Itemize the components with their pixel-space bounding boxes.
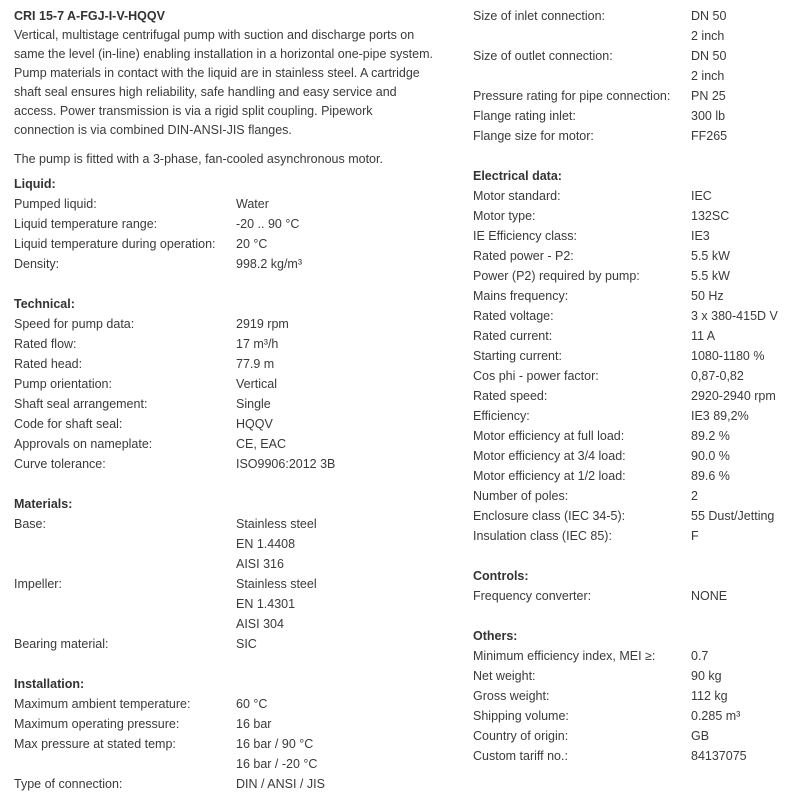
- spec-label: Impeller:: [14, 577, 62, 591]
- spec-value: 77.9 m: [236, 357, 275, 371]
- spec-row: [473, 486, 803, 506]
- spec-row: [14, 414, 454, 434]
- spec-label: Bearing material:: [14, 637, 109, 651]
- spec-label: Maximum ambient temperature:: [14, 697, 191, 711]
- section-electrical: [473, 166, 803, 546]
- spec-row: [473, 466, 803, 486]
- spec-value: 16 bar / -20 °C: [236, 757, 318, 771]
- spec-row: [473, 226, 803, 246]
- spec-label: Shaft seal arrangement:: [14, 397, 148, 411]
- spec-row: [473, 246, 803, 266]
- spec-row: [473, 66, 803, 86]
- spec-value: 90.0 %: [691, 449, 730, 463]
- spec-row: [14, 614, 454, 634]
- product-title: CRI 15-7 A-FGJ-I-V-HQQV: [14, 9, 165, 23]
- spec-label: Liquid temperature range:: [14, 217, 158, 231]
- spec-row: [14, 694, 454, 714]
- spec-label: Base:: [14, 517, 46, 531]
- spec-row: [473, 126, 803, 146]
- spec-value: EN 1.4301: [236, 597, 296, 611]
- spec-label: Frequency converter:: [473, 589, 592, 603]
- spec-row: [14, 374, 454, 394]
- spec-value: DIN / ANSI / JIS: [236, 777, 325, 791]
- spec-value: 1080-1180 %: [691, 349, 765, 363]
- spec-value: F: [691, 529, 699, 543]
- spec-value: 3 x 380-415D V: [691, 309, 778, 323]
- section-materials: [14, 494, 454, 654]
- spec-value: FF265: [691, 129, 728, 143]
- section-connections: [473, 6, 803, 146]
- spec-row: [473, 206, 803, 226]
- spec-label: Rated head:: [14, 357, 83, 371]
- spec-value: NONE: [691, 589, 728, 603]
- spec-label: Starting current:: [473, 349, 562, 363]
- section-heading: Controls:: [473, 569, 529, 583]
- spec-row: [473, 446, 803, 466]
- spec-value: 11 A: [691, 329, 716, 343]
- spec-value: 112 kg: [691, 689, 728, 703]
- spec-value: Vertical: [236, 377, 277, 391]
- spec-label: Motor efficiency at 1/2 load:: [473, 469, 626, 483]
- spec-row: [473, 326, 803, 346]
- spec-row: [14, 314, 454, 334]
- spec-row: [473, 726, 803, 746]
- section-heading: Materials:: [14, 497, 73, 511]
- spec-label: Motor standard:: [473, 189, 561, 203]
- spec-row: [14, 334, 454, 354]
- spec-label: Power (P2) required by pump:: [473, 269, 640, 283]
- spec-label: Max pressure at stated temp:: [14, 737, 176, 751]
- spec-label: Rated voltage:: [473, 309, 554, 323]
- section-technical: [14, 294, 454, 474]
- spec-row: [473, 286, 803, 306]
- spec-label: IE Efficiency class:: [473, 229, 577, 243]
- spec-row: [14, 214, 454, 234]
- spec-row: [14, 554, 454, 574]
- section-liquid: [14, 174, 454, 274]
- spec-label: Pump orientation:: [14, 377, 112, 391]
- spec-value: DN 50: [691, 9, 727, 23]
- spec-value: DN 50: [691, 49, 727, 63]
- spec-row: [473, 526, 803, 546]
- spec-value: PN 25: [691, 89, 726, 103]
- spec-row: [473, 506, 803, 526]
- motor-note: The pump is fitted with a 3-phase, fan-cooled asynchronous motor.: [14, 152, 383, 166]
- spec-row: [473, 6, 803, 26]
- spec-row: [473, 306, 803, 326]
- spec-row: [14, 254, 454, 274]
- section-heading: Installation:: [14, 677, 85, 691]
- spec-value: Single: [236, 397, 271, 411]
- left-column: [14, 6, 454, 794]
- section-heading: Electrical data:: [473, 169, 562, 183]
- spec-row: [14, 194, 454, 214]
- spec-value: 0,87-0,82: [691, 369, 744, 383]
- spec-row: [14, 634, 454, 654]
- spec-row: [473, 426, 803, 446]
- spec-value: EN 1.4408: [236, 537, 296, 551]
- section-heading: Technical:: [14, 297, 75, 311]
- spec-value: 84137075: [691, 749, 747, 763]
- spec-row: [473, 46, 803, 66]
- spec-row: [14, 514, 454, 534]
- spec-label: Speed for pump data:: [14, 317, 135, 331]
- spec-row: [14, 534, 454, 554]
- spec-value: 16 bar: [236, 717, 272, 731]
- spec-row: [473, 26, 803, 46]
- section-heading: Others:: [473, 629, 518, 643]
- spec-label: Size of inlet connection:: [473, 9, 606, 23]
- spec-value: ISO9906:2012 3B: [236, 457, 336, 471]
- spec-value: Stainless steel: [236, 517, 317, 531]
- spec-label: Maximum operating pressure:: [14, 717, 180, 731]
- spec-value: IE3 89,2%: [691, 409, 749, 423]
- spec-label: Approvals on nameplate:: [14, 437, 153, 451]
- spec-label: Insulation class (IEC 85):: [473, 529, 612, 543]
- spec-row: [473, 746, 803, 766]
- spec-row: [473, 266, 803, 286]
- spec-row: [14, 454, 454, 474]
- spec-label: Minimum efficiency index, MEI ≥:: [473, 649, 656, 663]
- spec-label: Custom tariff no.:: [473, 749, 568, 763]
- description-line: shaft seal ensures high reliability, safe handling and easy service and: [14, 85, 397, 99]
- spec-row: [14, 354, 454, 374]
- spec-value: Stainless steel: [236, 577, 317, 591]
- spec-value: 5.5 kW: [691, 249, 730, 263]
- spec-value: 2 inch: [691, 69, 725, 83]
- spec-value: 5.5 kW: [691, 269, 730, 283]
- spec-value: 55 Dust/Jetting: [691, 509, 775, 523]
- spec-label: Size of outlet connection:: [473, 49, 613, 63]
- spec-label: Curve tolerance:: [14, 457, 106, 471]
- spec-value: 90 kg: [691, 669, 722, 683]
- spec-value: -20 .. 90 °C: [236, 217, 300, 231]
- product-description: [14, 26, 454, 140]
- spec-value: SIC: [236, 637, 257, 651]
- spec-value: HQQV: [236, 417, 273, 431]
- spec-value: 20 °C: [236, 237, 268, 251]
- spec-value: 0.285 m³: [691, 709, 741, 723]
- spec-row: [473, 666, 803, 686]
- spec-value: 2919 rpm: [236, 317, 289, 331]
- spec-label: Net weight:: [473, 669, 536, 683]
- spec-value: Water: [236, 197, 269, 211]
- description-line: access. Power transmission is via a rigid split coupling. Pipework: [14, 104, 373, 118]
- description-line: Pump materials in contact with the liquid are in stainless steel. A cartridge: [14, 66, 420, 80]
- spec-row: [473, 586, 803, 606]
- spec-label: Motor type:: [473, 209, 536, 223]
- spec-label: Type of connection:: [14, 777, 123, 791]
- spec-row: [473, 346, 803, 366]
- description-line: same the level (in-line) enabling installation in a horizontal one-pipe system.: [14, 47, 433, 61]
- spec-label: Shipping volume:: [473, 709, 569, 723]
- spec-value: 998.2 kg/m³: [236, 257, 303, 271]
- spec-value: IE3: [691, 229, 710, 243]
- spec-value: 300 lb: [691, 109, 726, 123]
- spec-row: [14, 234, 454, 254]
- spec-value: 50 Hz: [691, 289, 724, 303]
- spec-label: Mains frequency:: [473, 289, 569, 303]
- spec-label: Country of origin:: [473, 729, 569, 743]
- spec-value: 2 inch: [691, 29, 725, 43]
- spec-row: [14, 774, 454, 794]
- spec-label: Flange rating inlet:: [473, 109, 576, 123]
- spec-value: 16 bar / 90 °C: [236, 737, 314, 751]
- spec-row: [14, 574, 454, 594]
- spec-label: Density:: [14, 257, 60, 271]
- spec-row: [473, 366, 803, 386]
- spec-row: [473, 646, 803, 666]
- spec-label: Efficiency:: [473, 409, 530, 423]
- spec-label: Gross weight:: [473, 689, 550, 703]
- spec-label: Motor efficiency at full load:: [473, 429, 625, 443]
- spec-label: Pressure rating for pipe connection:: [473, 89, 671, 103]
- spec-label: Rated flow:: [14, 337, 77, 351]
- spec-row: [473, 686, 803, 706]
- spec-row: [14, 734, 454, 754]
- description-line: connection is via combined DIN-ANSI-JIS flanges.: [14, 123, 292, 137]
- spec-row: [473, 186, 803, 206]
- section-installation: [14, 674, 454, 794]
- description-line: Vertical, multistage centrifugal pump with suction and discharge ports on: [14, 28, 415, 42]
- spec-label: Cos phi - power factor:: [473, 369, 599, 383]
- spec-value: 132SC: [691, 209, 730, 223]
- spec-label: Motor efficiency at 3/4 load:: [473, 449, 626, 463]
- right-column: [473, 6, 803, 766]
- spec-label: Code for shaft seal:: [14, 417, 123, 431]
- spec-row: [14, 594, 454, 614]
- spec-row: [473, 706, 803, 726]
- spec-label: Number of poles:: [473, 489, 569, 503]
- spec-row: [473, 406, 803, 426]
- spec-row: [14, 394, 454, 414]
- spec-row: [14, 754, 454, 774]
- spec-label: Pumped liquid:: [14, 197, 97, 211]
- spec-value: 2920-2940 rpm: [691, 389, 776, 403]
- section-heading: Liquid:: [14, 177, 56, 191]
- spec-value: 2: [691, 489, 698, 503]
- section-controls: [473, 566, 803, 606]
- spec-row: [473, 106, 803, 126]
- spec-label: Rated speed:: [473, 389, 548, 403]
- spec-label: Flange size for motor:: [473, 129, 594, 143]
- spec-row: [473, 386, 803, 406]
- section-others: [473, 626, 803, 766]
- spec-value: 0.7: [691, 649, 709, 663]
- spec-value: CE, EAC: [236, 437, 287, 451]
- spec-row: [14, 714, 454, 734]
- spec-label: Enclosure class (IEC 34-5):: [473, 509, 626, 523]
- spec-value: AISI 304: [236, 617, 284, 631]
- spec-value: IEC: [691, 189, 712, 203]
- spec-row: [14, 434, 454, 454]
- spec-row: [473, 86, 803, 106]
- spec-value: GB: [691, 729, 710, 743]
- spec-value: AISI 316: [236, 557, 284, 571]
- spec-value: 60 °C: [236, 697, 268, 711]
- spec-value: 17 m³/h: [236, 337, 279, 351]
- spec-value: 89.2 %: [691, 429, 730, 443]
- spec-label: Liquid temperature during operation:: [14, 237, 216, 251]
- spec-value: 89.6 %: [691, 469, 730, 483]
- spec-label: Rated current:: [473, 329, 553, 343]
- spec-label: Rated power - P2:: [473, 249, 574, 263]
